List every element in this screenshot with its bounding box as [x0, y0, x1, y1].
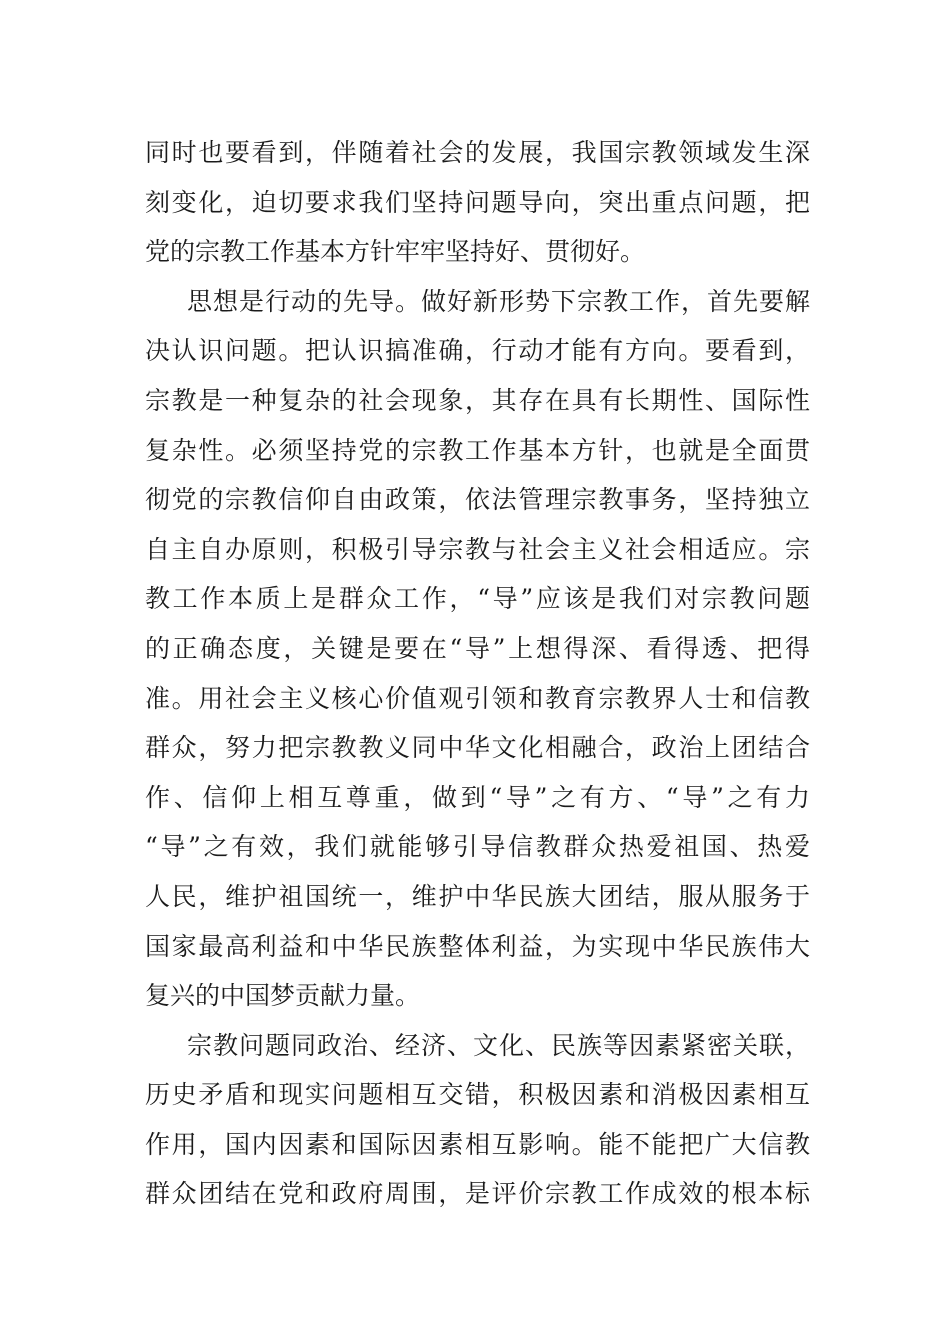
paragraph	[145, 1021, 810, 1219]
text-line: 复杂性。必须坚持党的宗教工作基本方针，也就是全面贯	[145, 435, 810, 465]
text-line: 准。用社会主义核心价值观引领和教育宗教界人士和信教	[145, 683, 810, 713]
text-line: 历史矛盾和现实问题相互交错，积极因素和消极因素相互	[145, 1080, 810, 1110]
paragraph	[145, 128, 810, 277]
paragraph	[145, 277, 810, 1021]
text-line: 群众团结在党和政府周围，是评价宗教工作成效的根本标	[145, 1179, 810, 1209]
text-line: 彻党的宗教信仰自由政策，依法管理宗教事务，坚持独立	[145, 485, 810, 515]
text-line: 作、信仰上相互尊重，做到“导”之有方、“导”之有力	[145, 782, 810, 812]
text-line: 作用，国内因素和国际因素相互影响。能不能把广大信教	[145, 1129, 810, 1159]
text-line: 人民，维护祖国统一，维护中华民族大团结，服从服务于	[145, 881, 810, 911]
text-line: 决认识问题。把认识搞准确，行动才能有方向。要看到，	[145, 336, 810, 366]
text-line: 教工作本质上是群众工作，“导”应该是我们对宗教问题	[145, 584, 810, 614]
text-line: “导”之有效，我们就能够引导信教群众热爱祖国、热爱	[145, 832, 810, 862]
text-line: 群众，努力把宗教教义同中华文化相融合，政治上团结合	[145, 733, 810, 763]
text-line: 思想是行动的先导。做好新形势下宗教工作，首先要解	[187, 286, 810, 316]
text-line: 自主自办原则，积极引导宗教与社会主义社会相适应。宗	[145, 534, 810, 564]
text-line: 党的宗教工作基本方针牢牢坚持好、贯彻好。	[145, 237, 646, 267]
text-line: 复兴的中国梦贡献力量。	[145, 981, 421, 1011]
text-line: 宗教问题同政治、经济、文化、民族等因素紧密关联，	[187, 1030, 810, 1060]
text-line: 国家最高利益和中华民族整体利益，为实现中华民族伟大	[145, 931, 810, 961]
text-line: 同时也要看到，伴随着社会的发展，我国宗教领域发生深	[145, 138, 810, 167]
text-line: 的正确态度，关键是要在“导”上想得深、看得透、把得	[145, 633, 810, 663]
text-line: 宗教是一种复杂的社会现象，其存在具有长期性、国际性	[145, 385, 810, 415]
text-line: 刻变化，迫切要求我们坚持问题导向，突出重点问题，把	[145, 187, 810, 217]
body-text	[145, 128, 810, 1219]
